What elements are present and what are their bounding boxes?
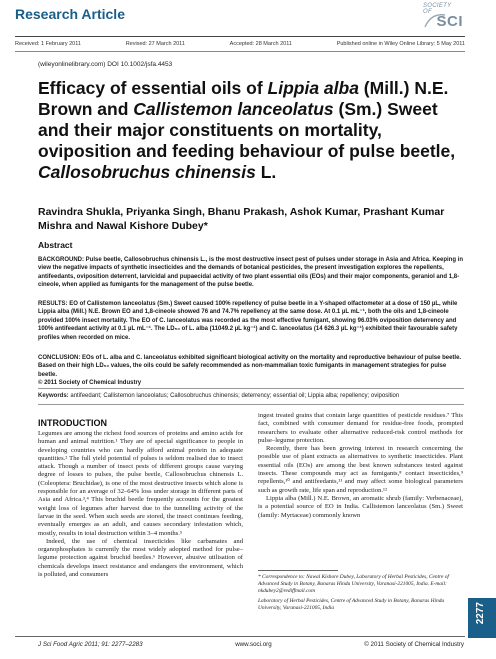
keywords-rule-bottom <box>38 404 464 405</box>
page-number: 2277 <box>475 602 486 625</box>
intro-right-column <box>258 412 463 520</box>
published-date: Published online in Wiley Online Library: 5 May 2011 <box>336 41 465 47</box>
keywords <box>38 392 464 400</box>
article-title <box>38 78 468 183</box>
abstract-heading: Abstract <box>38 240 73 250</box>
paragraph: ingest treated grains that contain large quantities of pesticide residues.⁷ This fact, combined with consumer demand for residue-free foods, prompted researchers to evaluate other alternative reduced-risk control methods for pulse–legume protection. <box>258 412 463 444</box>
footer-rule <box>15 636 465 637</box>
keywords-text: antifeedant; Callistemon lanceolatus; Callosobruchus chinensis; deterrency; essential oil; Lippia alba; repellency; oviposition <box>68 393 400 399</box>
paragraph: Recently, there has been growing interest in research concerning the possible use of plant extracts as alternatives to synthetic insecticides. Plant essential oils (EOs) are among the best known substances tested against insects. These compounds may act as fumigants,⁸ contact insecticides,⁹ repellents,¹⁰ and antifeedants,¹¹ and may affect some biological parameters such as growth rate, life span and reproduction.¹² <box>258 445 463 494</box>
affiliation-footnote: Laboratory of Herbal Pesticides, Centre of Advanced Study in Botany, Banaras Hindu University, Varanasi-221005, India <box>258 598 445 611</box>
title-part: (Mill.) N.E. Brown and <box>38 78 449 119</box>
paragraph: Indeed, the use of chemical insecticides like carbamates and organophosphates is currently the most widely adopted method for pulse–legume protection against bruchid beetles.⁶ However, abusive utilisation of chemicals develops insect resistance and endangers the environment, which is polluted, and consumers <box>38 537 243 579</box>
keywords-label: Keywords: <box>38 393 69 399</box>
results-text: EO of Callistemon lanceolatus (Sm.) Sweet caused 100% repellency of pulse beetle in a Y-shaped olfactometer at a dose of 150 µL, while Lippia alba (Mill.) N.E. Brown EO and 1,8-cineole showed 76 and 74.7% repellency at the same dose. At 0.1 µL mL⁻¹, both the oils and 1,8-cineole provided 100% insect mortality. The EO of C. lanceolatus was recorded as the most effective fumigant, showing 96.03% oviposition deterrency and 100% antifeedant activity at 0.1 µL mL⁻¹. The LD₅₀ of L. alba (11049.2 µL kg⁻¹) and C. lanceolatus (14 626.3 µL kg⁻¹) exhibited their favourable safety profiles when recorded on mice. <box>38 301 458 341</box>
paragraph: Lippia alba (Mill.) N.E. Brown, an aromatic shrub (family: Verbenaceae), is a potential source of EO in India. Callistemon lanceolatus (Sm.) Sweet (family: Myrtaceae) commonly known <box>258 494 463 519</box>
conclusion-text: EOs of L. alba and C. lanceolatus exhibited significant biological activity on the mortality and reproductive behaviour of pulse beetle. Based on their high LD₅₀ values, the oils could be safely recommended as non-mammalian toxic fumigants in management strategies for pulse beetle. <box>38 355 462 378</box>
keywords-rule-top <box>38 388 464 389</box>
title-part: (Sm.) Sweet and their major constituents on mortality, oviposition and feeding behaviour of pulse beetle, <box>38 99 456 161</box>
logo-top-text: SOCIETY OF <box>423 3 452 15</box>
author-list: Ravindra Shukla, Priyanka Singh, Bhanu Prakash, Ashok Kumar, Prashant Kumar Mishra and Nawal Kishore Dubey* <box>38 206 445 232</box>
journal-site[interactable]: www.soci.org <box>235 641 272 648</box>
page-footer <box>38 641 464 648</box>
sci-logo <box>423 3 463 33</box>
abstract-background <box>38 256 464 290</box>
doi-line[interactable]: (wileyonlinelibrary.com) DOI 10.1002/jsfa.4453 <box>38 61 173 68</box>
header-rule <box>15 36 465 37</box>
title-part: Efficacy of essential oils of <box>38 78 268 98</box>
title-part: L. <box>255 162 277 182</box>
intro-left-column <box>38 430 243 579</box>
abstract-results <box>38 300 464 342</box>
page-number-tab <box>468 598 496 638</box>
revised-date: Revised: 27 March 2011 <box>125 41 185 47</box>
logo-main-text: SCI <box>436 13 463 30</box>
paragraph: Legumes are among the richest food sources of proteins and amino acids for human and animal nutrition.¹ They are of special significance to people in developing countries who can hardly afford animal protein in adequate quantities.² The full yield potential of pulses is seldom realised due to insect attack. Though a number of insect pests of different groups cause varying degree of losses to pulses, the pulse beetle, Callosobruchus chinensis L. (Coleoptera: Bruchidae), is one of the most destructive insects which alone is responsible for an average of 32–64% loss under storage in different parts of Asia and Africa.³,⁴ This bruchid beetle frequently accounts for the greatest weight loss of legumes after harvest due to the tunnelling activity of the larvae in the seed. When such seeds are stored, the insect continues feeding, eventually emerges as an adult, and causes secondary infestation which, mostly, results in total destruction within 3–4 months.⁵ <box>38 430 243 537</box>
results-label: RESULTS: <box>38 301 68 307</box>
title-species: Callosobruchus chinensis <box>38 162 256 182</box>
correspondence-footnote: * Correspondence to: Nawal Kishore Dubey, Laboratory of Herbal Pesticides, Centre of Advanced Study in Botany, Banaras Hindu University, Varanasi-221005, India. E-mail: nkdubey2@rediffmail.com <box>258 574 449 594</box>
conclusion-label: CONCLUSION: <box>38 355 81 361</box>
background-text: Pulse beetle, Callosobruchus chinensis L., is the most destructive insect pest of pulses under storage in Asia and Africa. Keeping in view the negative impacts of synthetic insecticides and the demands of botanical pesticides, the present investigation explores the repellents, antifeedants, oviposition deterrent, larvicidal and pupaecidal activity of two plant essential oils (EOs) and their major components, geraniol and 1,8-cineole, when applied as fumigants for the management of the pulse beetle. <box>38 257 463 289</box>
article-dates <box>15 41 465 47</box>
introduction-heading: INTRODUCTION <box>38 418 107 428</box>
received-date: Received: 1 February 2011 <box>15 41 81 47</box>
abstract-conclusion <box>38 354 464 388</box>
title-species: Callistemon lanceolatus <box>133 99 334 119</box>
title-species: Lippia alba <box>267 78 359 98</box>
section-label: Research Article <box>15 6 125 22</box>
footer-copyright: © 2011 Society of Chemical Industry <box>364 641 464 648</box>
journal-reference: J Sci Food Agric 2011; 91: 2277–2283 <box>38 641 143 648</box>
background-label: BACKGROUND: <box>38 257 84 263</box>
dates-rule <box>15 51 465 52</box>
abstract-copyright: © 2011 Society of Chemical Industry <box>38 380 142 387</box>
footnote-rule <box>258 570 338 571</box>
accepted-date: Accepted: 28 March 2011 <box>229 41 292 47</box>
